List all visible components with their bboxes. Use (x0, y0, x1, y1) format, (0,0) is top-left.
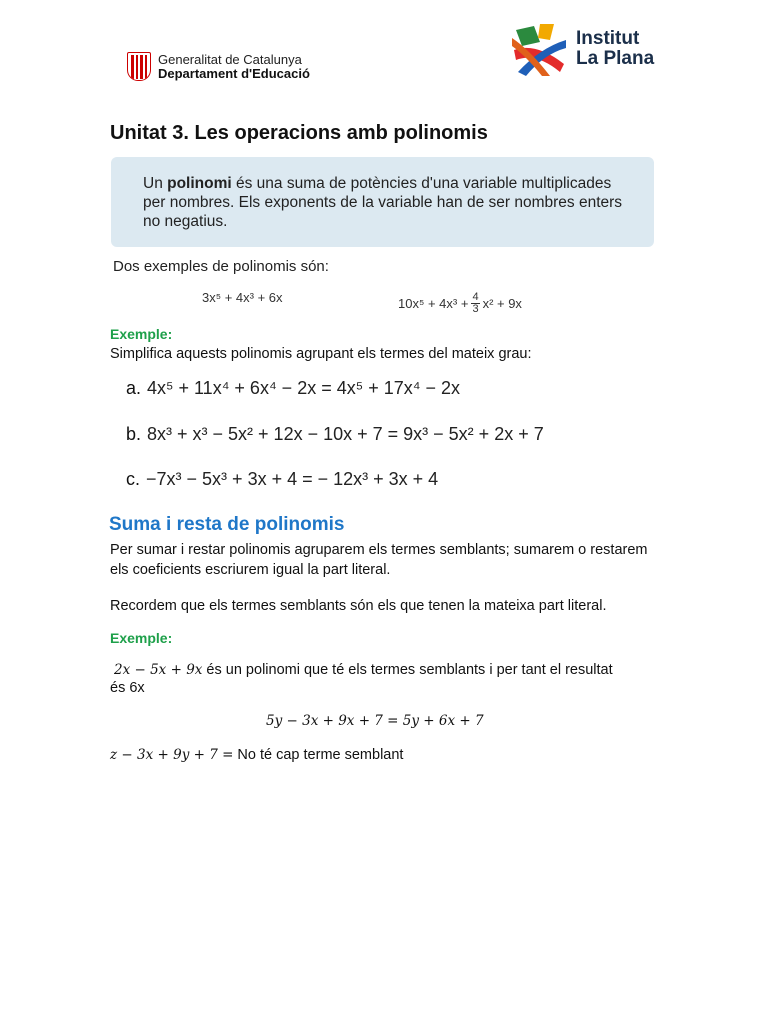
polynomial-example-1: 3x⁵ + 4x³ + 6x (202, 290, 283, 305)
polynomial-example-2-right: x² + 9x (482, 296, 522, 311)
example-line-1-text: és un polinomi que té els termes semblants i per tant el resultat (202, 662, 613, 678)
institut-name-line1: Institut (576, 28, 640, 49)
example-label-2: Exemple: (110, 630, 173, 646)
exercise-expression: 4x⁵ + 11x⁴ + 6x⁴ − 2x = 4x⁵ + 17x⁴ − 2x (147, 378, 460, 398)
definition-box (111, 157, 654, 247)
institut-logo (510, 20, 654, 78)
polynomial-example-2 (398, 292, 522, 315)
example-line-1-cont: és 6x (110, 680, 145, 696)
exercise-label: b. (126, 424, 142, 444)
exercise-b (126, 424, 544, 445)
section-paragraph-2: Recordem que els termes semblants són els que tenen la mateixa part literal. (110, 598, 607, 614)
definition-term: polinomi (167, 175, 232, 192)
fraction-numerator: 4 (472, 291, 479, 303)
exercise-label: c. (126, 469, 141, 489)
generalitat-name: Generalitat de Catalunya (158, 51, 302, 67)
exercise-a (126, 378, 460, 399)
math-expression: 2x − 5x + 9x (114, 662, 203, 678)
example-line-1 (114, 660, 613, 680)
fraction-denominator: 3 (472, 303, 479, 315)
math-expression: z − 3x + 9y + 7 = (110, 747, 234, 763)
definition-prefix: Un (143, 175, 168, 192)
example-instruction: Simplifica aquests polinomis agrupant els termes del mateix grau: (110, 346, 532, 362)
page-title: Unitat 3. Les operacions amb polinomis (110, 122, 488, 144)
definition-text (143, 174, 633, 231)
example-line-3-text: No té cap terme semblant (233, 747, 404, 763)
example-line-2: 5y − 3x + 9x + 7 = 5y + 6x + 7 (266, 713, 484, 729)
exercise-expression: −7x³ − 5x³ + 3x + 4 = − 12x³ + 3x + 4 (146, 469, 439, 489)
example-label-1: Exemple: (110, 326, 173, 342)
generalitat-logo (127, 52, 310, 81)
section-paragraph-1: Per sumar i restar polinomis agruparem els termes semblants; sumarem o restarem els coeficients escriurem igual la part literal. (110, 542, 648, 578)
examples-intro: Dos exemples de polinomis són: (113, 258, 329, 275)
exercise-expression: 8x³ + x³ − 5x² + 12x − 10x + 7 = 9x³ − 5x² + 2x + 7 (147, 424, 544, 444)
exercise-label: a. (126, 378, 142, 398)
institut-logo-icon (510, 20, 568, 78)
generalitat-emblem-icon (127, 52, 151, 81)
department-name: Departament d'Educació (158, 65, 310, 81)
exercise-c (126, 469, 438, 490)
example-line-3 (110, 745, 403, 765)
section-title: Suma i resta de polinomis (109, 514, 345, 535)
institut-name-line2: La Plana (576, 48, 655, 69)
definition-rest: és una suma de potències d'una variable multiplicades per nombres. Els exponents de la variable han de ser nombres enters no negatius. (143, 175, 623, 230)
fraction (471, 292, 479, 315)
polynomial-example-2-left: 10x⁵ + 4x³ + (398, 296, 469, 311)
